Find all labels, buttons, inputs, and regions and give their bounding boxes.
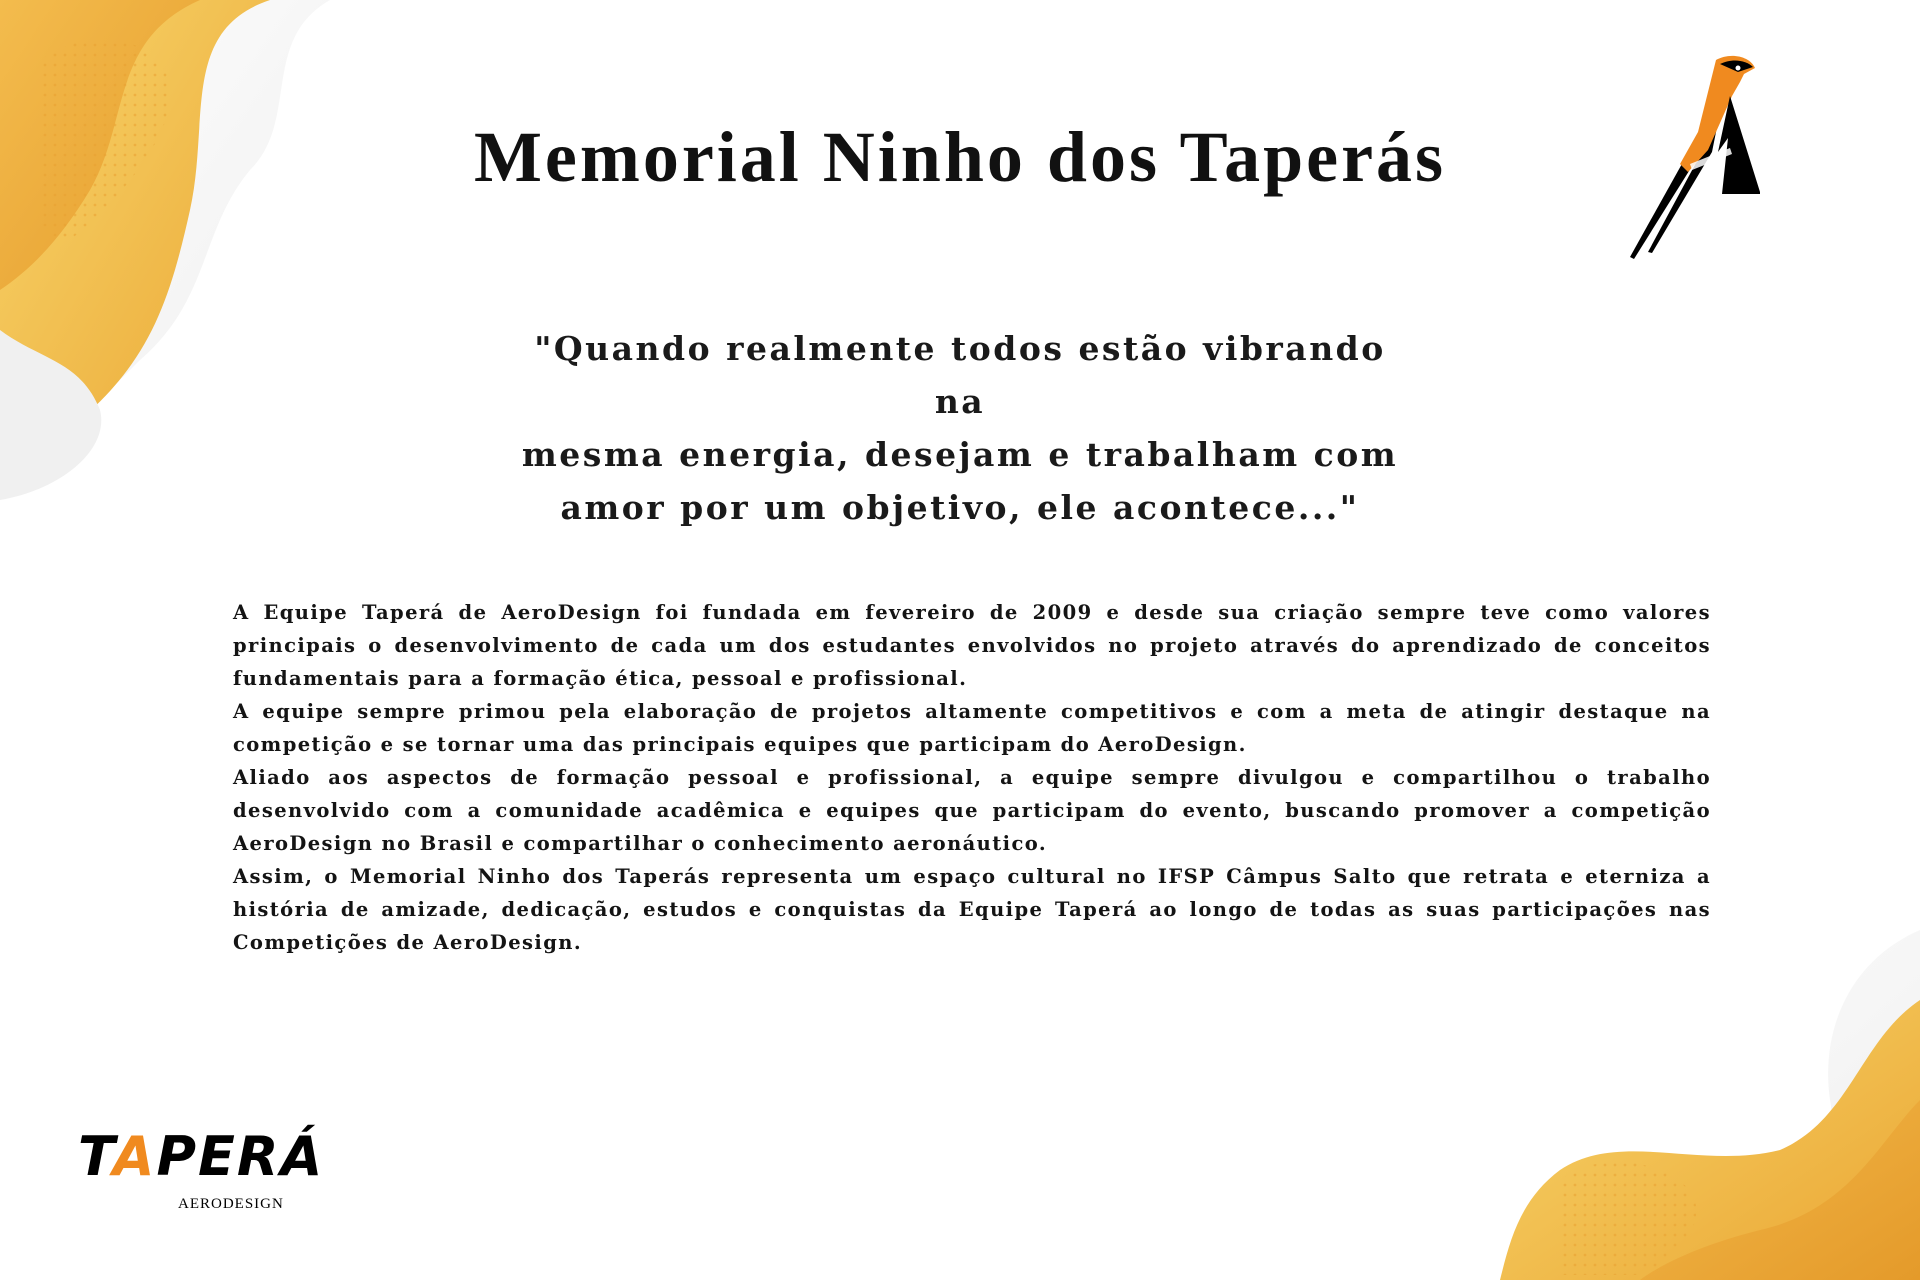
paragraph: Assim, o Memorial Ninho dos Taperás representa um espaço cultural no IFSP Câmpus Salto que retrata e eterniza a história de amizade, dedicação, estudos e conquistas da Equipe Taperá ao longo de todas as suas participações nas Competições de AeroDesign. [233,865,1711,954]
body-text [233,596,1711,959]
quote-line: amor por um objetivo, ele acontece..." [560,488,1360,527]
tapera-aerodesign-logo [78,1125,328,1230]
paragraph: A Equipe Taperá de AeroDesign foi fundada em fevereiro de 2009 e desde sua criação sempre teve como valores principais o desenvolvimento de cada um dos estudantes envolvidos no projeto através do aprendizado de conceitos fundamentais para a formação ética, pessoal e profissional. [233,601,1711,690]
quote-block [520,322,1400,534]
logo-letter: T [78,1125,113,1188]
page-title: Memorial Ninho dos Taperás [473,117,1447,197]
paragraph: A equipe sempre primou pela elaboração de projetos altamente competitivos e com a meta de atingir destaque na competição e se tornar uma das principais equipes que participam do AeroDesign. [233,700,1711,756]
top-left-wave [0,0,330,500]
quote-line: "Quando realmente todos estão vibrando na [534,329,1386,421]
logo-subtitle: AERODESIGN [178,1196,284,1212]
quote-line: mesma energia, desejam e trabalham com [521,435,1399,474]
paragraph: Aliado aos aspectos de formação pessoal e profissional, a equipe sempre divulgou e compartilhou o trabalho desenvolvido com a comunidade acadêmica e equipes que participam do evento, buscando promover a competição AeroDesign no Brasil e compartilhar o conhecimento aeronáutico. [233,766,1711,855]
logo-letters: PERÁ [156,1125,325,1188]
bottom-right-wave [1500,930,1920,1280]
logo-accent-letter: A [112,1125,157,1188]
logo-wordmark [78,1125,325,1188]
